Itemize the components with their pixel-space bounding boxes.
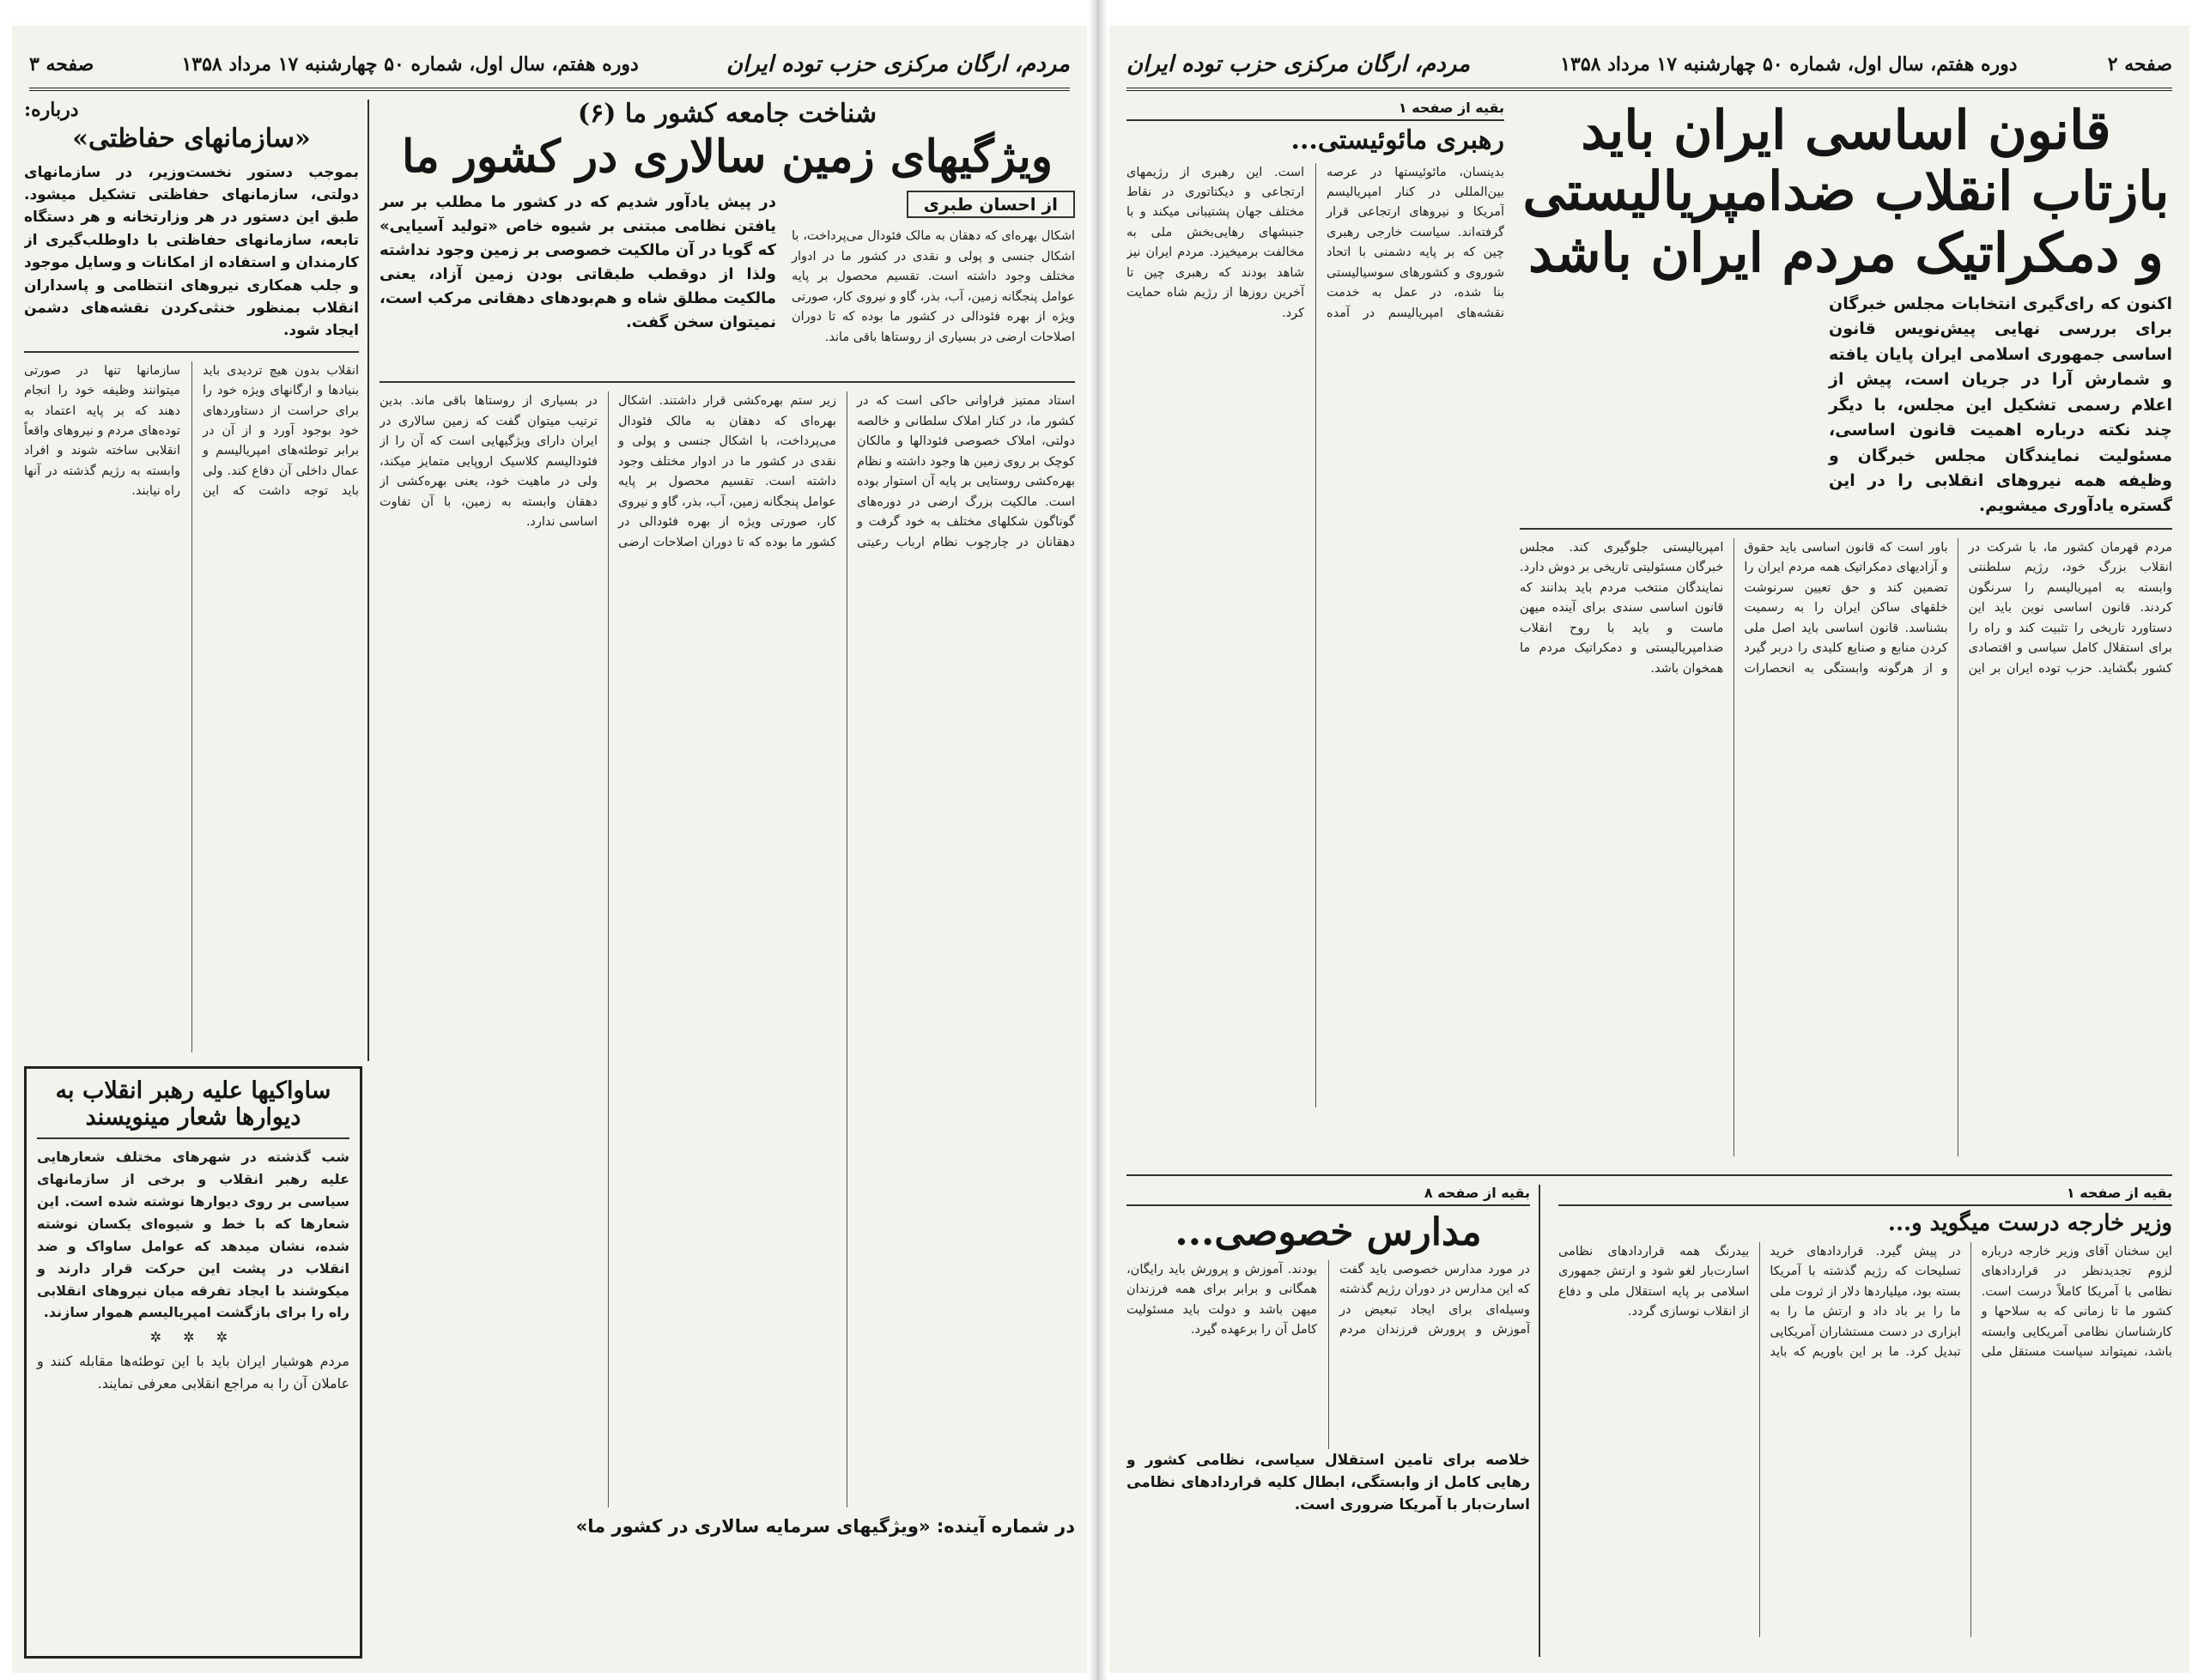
masthead-issue: دوره هفتم، سال اول، شماره ۵۰ چهارشنبه ۱۷ مرداد ۱۳۵۸ [181,53,639,76]
sidebar-body: انقلاب بدون هیچ تردیدی باید بنیادها و ارگانهای ویژه خود را برای حراست از دستاوردهای خود بوجود آورد و از آن در برابر توطئه‌های امپریالیسم و عمال داخلی آن دفاع کند. ولی باید توجه داشت که این سازمانها تنها در صورتی میتوانند وظیفه خود را انجام دهند که بر پایه اعتماد به توده‌های مردم و نیروهای واقعاً انقلابی ساخته شوند و افراد وابسته به رژیم گذشته در آنها راه نیابند. [24,363,359,499]
page-number: صفحه ۳ [29,53,94,76]
lead-story [1520,100,2172,1160]
lead-divider [1520,528,2172,530]
schools-article [1126,1185,1530,1665]
schools-body: در مورد مدارس خصوصی باید گفت که این مدارس در دوران رژیم گذشته وسیله‌ای برای ایجاد تبعیض در آموزش و پرورش فرزندان مردم بودند. آموزش و پرورش باید رایگان، همگانی و برابر برای همه فرزندان میهن باشد و دولت باید مسئولیت کامل آن را برعهده گیرد. [1126,1262,1530,1337]
foreign-body-text-2: ما بر این باوریم که باید بیدرنگ همه قراردادهای نظامی اسارت‌بار لغو شود و ارتش جمهوری اسلامی بر پایه استقلال ملی و دفاع از انقلاب نوسازی گردد. [1558,1244,1900,1360]
masthead-issue: دوره هفتم، سال اول، شماره ۵۰ چهارشنبه ۱۷ مرداد ۱۳۵۸ [1560,53,2018,76]
star-separator: ✲ ✲ ✲ [149,1329,237,1346]
foreign-title: وزیر خارجه درست میگوید و... [1887,1210,2172,1236]
notice-divider [37,1137,349,1139]
schools-tag [1126,1185,1530,1206]
column-rule [367,100,369,1061]
foreign-body [1558,1242,2172,1637]
sidebar-title: «سازمانهای حفاظتی» [72,124,311,155]
foreign-tag [1558,1185,2172,1206]
sidebar-article [24,100,359,1052]
schools-from: بقیه از صفحه ۸ [1424,1185,1530,1201]
newspaper-page-left [12,26,1087,1673]
foreign-body-text: این سخنان آقای وزیر خارجه درباره لزوم تجدیدنظر در قراردادهای نظامی با آمریکا کاملاً درست است. کشور ما تا زمانی که به سلاحها و کارشناسان نظامی آمریکایی وابسته باشد، نمیتواند سیاست مستقل ملی در پیش گیرد. قراردادهای خرید تسلیحات که رژیم گذشته با آمریکا بسته بود، میلیاردها دلار از ثروت ملی ما را بر باد داد و ارتش ما را به ابزاری در دست مستشاران آمریکایی تبدیل کرد. [1770,1244,2172,1360]
feature-kicker: شناخت جامعه کشور ما (۶) [577,100,877,129]
feature-headline: ویژگیهای زمین سالاری در کشور ما [402,130,1053,183]
foreign-article [1558,1185,2172,1665]
masthead-left [29,41,1070,91]
notice-title: ساواکیها علیه رهبر انقلاب به دیوارها شعار مینویسند [55,1077,331,1131]
section-rule [1126,1174,2172,1176]
continued-from: بقیه از صفحه ۱ [1398,100,1504,116]
feature-body [379,391,1075,1507]
lead-body [1520,538,2172,1156]
sidebar-divider [24,351,359,353]
sidebar-label: درباره: [24,100,79,121]
lead-headline: قانون اساسی ایران باید بازتاب انقلاب ضدامپریالیستی و دمکراتیک مردم ایران باشد [1522,100,2170,284]
foreign-from: بقیه از صفحه ۱ [2066,1185,2172,1201]
lead-standfirst: اکنون که رای‌گیری انتخابات مجلس خبرگان برای بررسی نهایی پیش‌نویس قانون اساسی جمهوری اسلامی ایران پایان یافته و شمارش آرا در جریان است، پیش از اعلام رسمی تشکیل این مجلس، با دیگر چند نکته درباره اهمیت قانون اساسی، مسئولیت نمایندگان مجلس خبرگان و وظیفه همه نیروهای انقلابی را در این گستره یادآوری میشویم. [1829,294,2172,516]
newspaper-page-right [1109,26,2189,1673]
column-rule [1539,1185,1540,1657]
feature-divider [379,381,1075,383]
masthead-right [1126,41,2172,91]
feature-next-issue: در شماره آینده: «ویژگیهای سرمایه سالاری در کشور ما» [575,1516,1075,1537]
feature-article [379,100,1075,1662]
lead-body-text: مردم قهرمان کشور ما، با شرکت در انقلاب بزرگ خود، رژیم سلطنتی وابسته به امپریالیسم را سرنگون کردند. قانون اساسی نوین باید این دستاورد تاریخی را تثبیت کند و راه را برای استقلال کامل سیاسی و اقتصادی کشور بگشاید. حزب توده ایران بر این باور است که قانون اساسی باید حقوق و آزادیهای دمکراتیک همه مردم ایران را تضمین کند و حق تعیین سرنوشت خلقهای ساکن ایران را به رسمیت بشناسد. قانون اساسی باید اصل ملی کردن منابع و صنایع کلیدی را دربر گیرد و از هرگونه وابستگی به انحصارات امپریالیستی جلوگیری کند. [1569,540,2172,676]
continued-title: رهبری مائوئیستی... [1290,125,1504,155]
masthead-brand: مردم، ارگان مرکزی حزب توده ایران [726,52,1070,77]
feature-col1-text: استاد ممتیز فراوانی حاکی است که در کشور ما، در کنار املاک سلطانی و خالصه دولتی، املاک خصوصی فئودالها و مالکان کوچک بر روی زمین ها وجود داشته و نظام بهره‌کشی روستایی بر پایه آن استوار بوده است. مالکیت بزرگ ارضی در دوره‌های گوناگون شکلهای مختلف به خود گرفت و دهقانان در چارچوب نظام ارباب رعیتی زیر ستم بهره‌کشی قرار داشتند. [659,394,1075,549]
notice-body-2: مردم هوشیار ایران باید با این توطئه‌ها مقابله کنند و عاملان آن را به مراجع انقلابی معرفی نمایند. [37,1353,349,1392]
feature-byline: از احسان طبری [907,191,1075,218]
schools-note: خلاصه برای تامین استقلال سیاسی، نظامی کشور و رهایی کامل از وابستگی، ابطال کلیه قراردادهای نظامی اسارت‌بار با آمریکا ضروری است. [1126,1451,1530,1514]
continued-body: بدینسان، مائوئیستها در عرصه بین‌المللی در کنار امپریالیسم آمریکا و نیروهای ارتجاعی قرار گرفته‌اند. سیاست خارجی رهبری چین که بر پایه دشمنی با اتحاد شوروی و کشورهای سوسیالیستی بنا شده، در عمل به خدمت نقشه‌های امپریالیسم در آمده است. این رهبری از رژیمهای ارتجاعی و دیکتاتوری در نقاط مختلف جهان پشتیبانی میکند و با جنبشهای رهایی‌بخش ملی به مخالفت برمیخیزد. مردم ایران نیز شاهد بودند که رهبری چین تا آخرین روزها از رژیم شاه حمایت کرد. [1126,165,1504,320]
page-number: صفحه ۲ [2107,53,2172,76]
feature-lead: در پیش یادآور شدیم که در کشور ما مطلب بر سر یافتن نظامی مبتنی بر شیوه خاص «تولید آسیایی» که گویا در آن مالکیت خصوصی بر زمین وجود نداشته ولذا از دوقطب طبقاتی بودن زمین آزاد، یعنی مالکیت مطلق شاه و هم‌بودهای دهقانی مرکب است، نمیتوان سخن گفت. [379,193,776,331]
notice-box [24,1066,362,1659]
page-gutter [1089,0,1108,1680]
schools-title: مدارس خصوصی... [1175,1210,1482,1254]
continued-article [1126,100,1504,1164]
feature-col2-text: اشکال بهره‌ای که دهقان به مالک فئودال می‌پرداخت، با اشکال جنسی و پولی و نقدی در کشور ما در ادوار مختلف وجود داشته است. تقسیم محصول بر پایه عوامل پنجگانه زمین، آب، بذر، گاو و نیروی کار، صورتی ویژه از بهره فئودالی در کشور ما بوده که تا دوران اصلاحات ارضی در بسیاری از روستاها باقی ماند. [410,394,836,549]
masthead-brand: مردم، ارگان مرکزی حزب توده ایران [1126,52,1471,77]
feature-col-intro: اشکال بهره‌ای که دهقان به مالک فئودال می‌پرداخت، با اشکال جنسی و پولی و نقدی در کشور ما در ادوار مختلف وجود داشته است. تقسیم محصول بر پایه عوامل پنجگانه زمین، آب، بذر، گاو و نیروی کار، صورتی ویژه از بهره فئودالی در کشور ما بوده که تا دوران اصلاحات ارضی در بسیاری از روستاها باقی ماند. [792,229,1075,344]
lead-body-text-2: مجلس خبرگان مسئولیتی تاریخی بر دوش دارد. نمایندگان منتخب مردم باید بدانند که قانون اساسی سندی برای آینده میهن ماست و باید با روح انقلاب ضدامپریالیستی و دمکراتیک مردم ما همخوان باشد. [1520,540,1724,676]
feature-col3-text: بدین ترتیب میتوان گفت که زمین سالاری در ایران دارای ویژگیهایی است که آن را از فئودالیسم کلاسیک اروپایی متمایز میکند، ولی در ماهیت خود، یعنی بهره‌کشی از دهقان وابسته به زمین، با آن تفاوت اساسی ندارد. [379,394,598,530]
notice-body: شب گذشته در شهرهای مختلف شعارهایی علیه رهبر انقلاب و برخی از سازمانهای سیاسی بر روی دیوارها نوشته شده است. این شعارها که با خط و شیوه‌ای یکسان نوشته شده، نشان میدهد که عوامل ساواک و ضد انقلاب در پشت این حرکت قرار دارند و میکوشند با ایجاد تفرقه میان نیروهای انقلابی راه را برای بازگشت امپریالیسم هموار سازند. [37,1149,349,1321]
sidebar-lead: بموجب دستور نخست‌وزیر، در سازمانهای دولتی، سازمانهای حفاظتی تشکیل میشود. طبق این دستور در هر وزارتخانه و هر دستگاه تابعه، سازمانهای حفاظتی با داوطلب‌گیری از کارمندان و استفاده از امکانات و وسایل موجود و جلب همکاری نیروهای انتظامی و پاسداران انقلاب بمنظور خنثی‌کردن نقشه‌های دشمن ایجاد شود. [24,163,359,340]
continued-tag [1126,100,1504,121]
